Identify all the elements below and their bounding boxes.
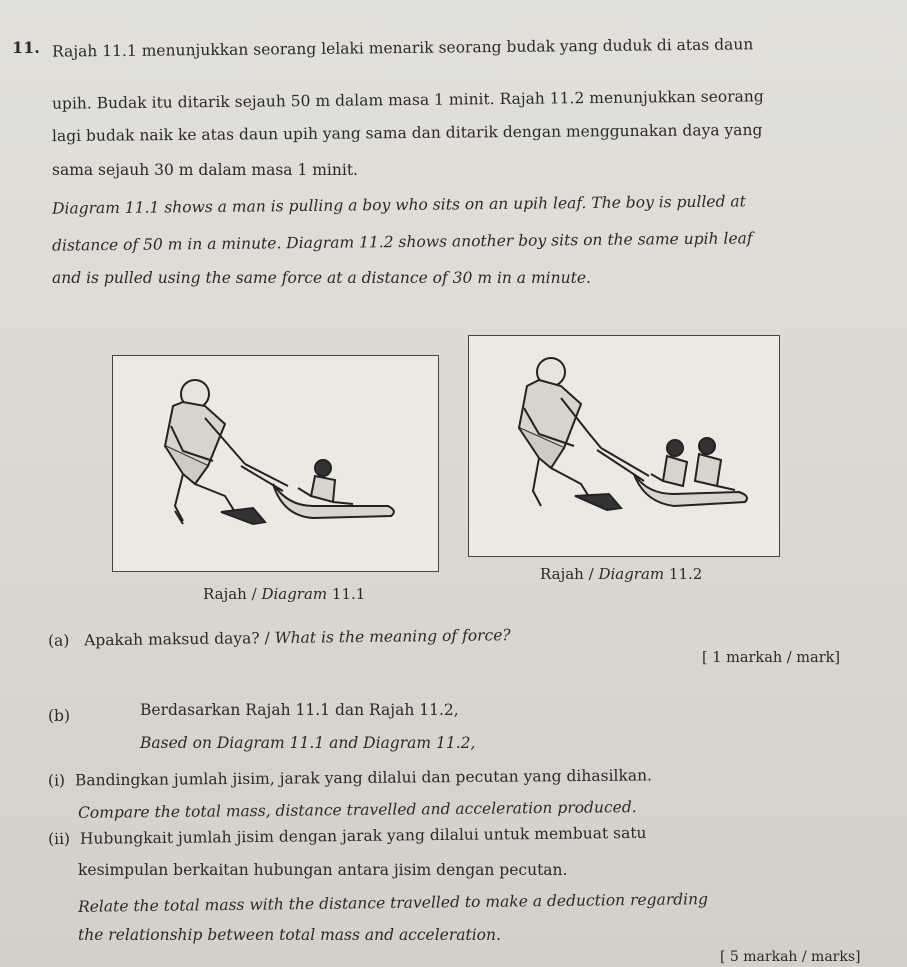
malay-line-3: lagi budak naik ke atas daun upih yang sama dan ditarik dengan menggunakan daya yang — [51, 120, 763, 146]
part-b-i-malay — [48, 765, 652, 790]
part-b-malay-intro: Berdasarkan Rajah 11.1 dan Rajah 11.2, — [140, 701, 459, 719]
man-pulling-boy-illustration — [113, 356, 438, 571]
part-a-marks: [ 1 markah / mark] — [702, 650, 841, 666]
english-line-2: distance of 50 m in a minute. Diagram 11.2 shows another boy sits on the same upih leaf — [51, 229, 753, 255]
malay-line-2: upih. Budak itu ditarik sejauh 50 m dalam masa 1 minit. Rajah 11.2 menunjukkan seorang — [51, 87, 764, 113]
part-b-i-english: Compare the total mass, distance travelled and acceleration produced. — [77, 798, 637, 822]
part-b-ii-label: (ii) — [47, 829, 71, 849]
part-a-question — [48, 625, 511, 651]
malay-line-1: Rajah 11.1 menunjukkan seorang lelaki menarik seorang budak yang duduk di atas daun — [51, 35, 754, 61]
english-line-1: Diagram 11.1 shows a man is pulling a boy who sits on an upih leaf. The boy is pulled at — [51, 192, 746, 218]
part-a-malay: Apakah maksud daya? / — [84, 629, 275, 650]
caption-11-2-english: Diagram — [598, 565, 665, 583]
part-b-ii-malay-2: kesimpulan berkaitan hubungan antara jisim dengan pecutan. — [78, 861, 568, 879]
part-b-label: (b) — [48, 707, 71, 725]
english-line-3: and is pulled using the same force at a distance of 30 m in a minute. — [52, 269, 591, 287]
man-pulling-two-boys-illustration — [469, 336, 779, 556]
part-b-ii-english-1: Relate the total mass with the distance travelled to make a deduction regarding — [77, 890, 709, 916]
caption-11-1-english: Diagram — [261, 585, 328, 603]
diagram-11-1-frame — [112, 355, 439, 572]
part-b-marks: [ 5 markah / marks] — [720, 949, 861, 965]
caption-11-1-malay: Rajah / — [203, 585, 262, 603]
diagram-11-1-caption — [203, 585, 365, 603]
caption-11-2-number: 11.2 — [664, 565, 703, 583]
part-b-i-malay-text: Bandingkan jumlah jisim, jarak yang dilalui dan pecutan yang dihasilkan. — [74, 766, 653, 790]
caption-11-2-malay: Rajah / — [540, 565, 599, 583]
part-b-ii-malay-1 — [48, 823, 647, 849]
question-number: 11. — [12, 38, 40, 57]
part-b-ii-english-2: the relationship between total mass and acceleration. — [78, 926, 501, 944]
caption-11-1-number: 11.1 — [327, 585, 366, 603]
part-a-english: What is the meaning of force? — [274, 626, 511, 648]
diagram-11-2-caption — [540, 565, 702, 583]
part-b-english-intro: Based on Diagram 11.1 and Diagram 11.2, — [140, 734, 476, 752]
part-b-ii-malay-text-1: Hubungkait jumlah jisim dengan jarak yang dilalui untuk membuat satu — [79, 823, 647, 848]
part-b-i-label: (i) — [47, 771, 66, 790]
part-a-label: (a) — [47, 631, 70, 650]
malay-line-4: sama sejauh 30 m dalam masa 1 minit. — [52, 161, 358, 179]
diagram-11-2-frame — [468, 335, 780, 557]
